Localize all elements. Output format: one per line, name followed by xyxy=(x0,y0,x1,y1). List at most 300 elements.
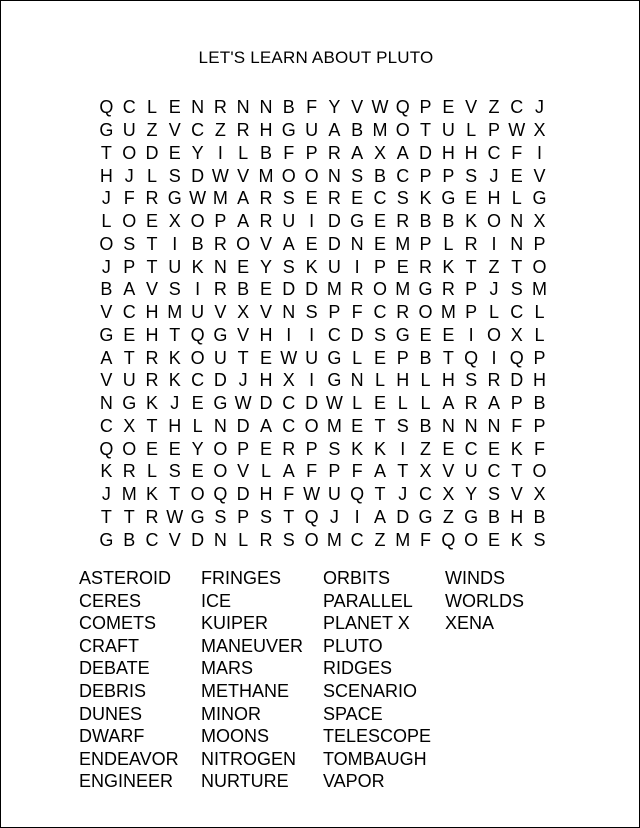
grid-letter: M xyxy=(326,279,342,300)
grid-letter: V xyxy=(237,324,250,345)
grid-letter: U xyxy=(191,302,205,323)
grid-letter: G xyxy=(190,506,205,527)
grid-letter: M xyxy=(326,415,342,436)
grid-letter: E xyxy=(373,233,386,254)
grid-letter: V xyxy=(214,302,227,323)
grid-letter: R xyxy=(327,142,341,163)
grid-letter: Q xyxy=(190,324,205,345)
grid-letter: K xyxy=(305,256,318,277)
grid-letter: S xyxy=(396,188,409,209)
grid-letter: N xyxy=(510,211,524,232)
grid-letter: V xyxy=(259,233,272,254)
grid-letter: F xyxy=(420,529,432,550)
grid-letter: N xyxy=(259,97,273,118)
grid-letter: A xyxy=(237,211,250,232)
grid-letter: D xyxy=(396,506,410,527)
grid-letter: H xyxy=(145,302,159,323)
grid-row xyxy=(95,324,551,347)
grid-letter: M xyxy=(167,302,183,323)
grid-letter: A xyxy=(396,142,409,163)
word-column xyxy=(79,567,201,793)
grid-letter: V xyxy=(145,279,158,300)
grid-letter: K xyxy=(465,211,478,232)
word-list-item: MARS xyxy=(201,658,254,679)
grid-letter: T xyxy=(146,233,158,254)
grid-letter: G xyxy=(532,188,547,209)
grid-letter: X xyxy=(533,484,546,505)
grid-letter: P xyxy=(328,302,341,323)
grid-letter: E xyxy=(168,438,181,459)
grid-letter: A xyxy=(442,393,455,414)
grid-letter: G xyxy=(213,324,228,345)
word-list-item: SCENARIO xyxy=(323,680,418,701)
grid-letter: I xyxy=(217,142,223,163)
grid-letter: C xyxy=(191,120,205,141)
grid-letter: R xyxy=(441,279,455,300)
word-list-item: PLUTO xyxy=(323,635,383,656)
grid-letter: W xyxy=(166,506,184,527)
grid-letter: C xyxy=(510,97,524,118)
grid-letter: J xyxy=(489,279,499,300)
word-list-item: CERES xyxy=(79,590,142,611)
grid-letter: G xyxy=(327,347,342,368)
grid-row xyxy=(95,187,551,210)
grid-letter: B xyxy=(533,393,546,414)
grid-letter: O xyxy=(281,165,296,186)
grid-letter: M xyxy=(440,302,456,323)
word-list-item: DEBATE xyxy=(79,658,150,679)
grid-letter: S xyxy=(168,165,181,186)
grid-letter: A xyxy=(259,415,272,436)
grid-letter: D xyxy=(282,279,296,300)
grid-letter: M xyxy=(532,279,548,300)
grid-letter: Q xyxy=(99,97,114,118)
grid-letter: G xyxy=(418,279,433,300)
grid-letter: D xyxy=(327,233,341,254)
grid-letter: O xyxy=(122,142,137,163)
grid-letter: P xyxy=(533,233,546,254)
grid-letter: G xyxy=(395,324,410,345)
grid-letter: E xyxy=(442,97,455,118)
word-list-item: DUNES xyxy=(79,703,143,724)
grid-letter: P xyxy=(465,279,478,300)
grid-letter: P xyxy=(123,256,136,277)
word-list-item: MINOR xyxy=(201,703,261,724)
grid-letter: A xyxy=(100,347,113,368)
grid-letter: I xyxy=(309,370,315,391)
grid-letter: U xyxy=(464,461,478,482)
grid-letter: S xyxy=(465,370,478,391)
grid-letter: B xyxy=(259,142,272,163)
grid-letter: M xyxy=(372,120,388,141)
grid-letter: I xyxy=(468,324,474,345)
grid-letter: U xyxy=(441,120,455,141)
grid-letter: D xyxy=(145,142,159,163)
grid-letter: D xyxy=(327,211,341,232)
grid-letter: E xyxy=(510,165,523,186)
grid-letter: Y xyxy=(191,142,204,163)
grid-letter: U xyxy=(122,120,136,141)
grid-letter: P xyxy=(533,415,546,436)
grid-letter: O xyxy=(304,529,319,550)
grid-letter: U xyxy=(327,256,341,277)
grid-letter: N xyxy=(350,370,364,391)
grid-letter: A xyxy=(373,461,386,482)
grid-letter: R xyxy=(145,347,159,368)
grid-letter: K xyxy=(419,188,432,209)
grid-row xyxy=(95,301,551,324)
grid-row xyxy=(95,369,551,392)
grid-letter: E xyxy=(168,142,181,163)
grid-letter: E xyxy=(373,347,386,368)
grid-letter: E xyxy=(145,438,158,459)
grid-letter: Q xyxy=(350,484,365,505)
word-list-item: CRAFT xyxy=(79,635,139,656)
grid-letter: P xyxy=(373,256,386,277)
grid-letter: F xyxy=(306,97,318,118)
grid-letter: S xyxy=(351,165,364,186)
grid-row xyxy=(95,437,551,460)
grid-row xyxy=(95,346,551,369)
grid-letter: A xyxy=(487,393,500,414)
grid-letter: N xyxy=(99,393,113,414)
grid-letter: W xyxy=(508,120,526,141)
grid-letter: V xyxy=(100,302,113,323)
grid-letter: E xyxy=(373,211,386,232)
word-list-item: METHANE xyxy=(201,680,290,701)
grid-letter: N xyxy=(327,165,341,186)
grid-letter: L xyxy=(146,165,157,186)
grid-letter: T xyxy=(100,142,112,163)
grid-letter: E xyxy=(191,393,204,414)
grid-letter: A xyxy=(373,506,386,527)
grid-letter: P xyxy=(237,506,250,527)
grid-row xyxy=(95,506,551,529)
word-list-item: MANEUVER xyxy=(201,635,304,656)
grid-letter: L xyxy=(397,393,408,414)
grid-letter: E xyxy=(396,256,409,277)
grid-letter: Q xyxy=(509,347,524,368)
grid-letter: O xyxy=(395,120,410,141)
word-list-item: SPACE xyxy=(323,703,383,724)
grid-letter: E xyxy=(487,438,500,459)
grid-letter: X xyxy=(419,461,432,482)
grid-letter: H xyxy=(464,142,478,163)
grid-letter: W xyxy=(234,393,252,414)
grid-letter: O xyxy=(304,165,319,186)
grid-letter: E xyxy=(259,438,272,459)
grid-letter: N xyxy=(213,256,227,277)
grid-letter: V xyxy=(237,461,250,482)
grid-letter: O xyxy=(190,211,205,232)
grid-letter: F xyxy=(123,188,135,209)
word-list-item: PARALLEL xyxy=(323,590,413,611)
grid-letter: U xyxy=(305,347,319,368)
grid-letter: R xyxy=(259,529,273,550)
grid-row xyxy=(95,255,551,278)
grid-letter: P xyxy=(237,438,250,459)
grid-letter: J xyxy=(238,370,248,391)
grid-letter: J xyxy=(535,97,545,118)
grid-letter: Y xyxy=(328,97,341,118)
grid-letter: C xyxy=(145,529,159,550)
grid-letter: J xyxy=(101,188,111,209)
grid-row xyxy=(95,119,551,142)
grid-letter: T xyxy=(465,256,477,277)
grid-letter: G xyxy=(327,370,342,391)
grid-letter: O xyxy=(464,529,479,550)
grid-letter: D xyxy=(259,393,273,414)
word-list-item: COMETS xyxy=(79,613,157,634)
grid-letter: T xyxy=(511,256,523,277)
grid-letter: X xyxy=(168,211,181,232)
grid-letter: Z xyxy=(488,256,500,277)
grid-letter: N xyxy=(487,415,501,436)
grid-letter: B xyxy=(123,529,136,550)
grid-letter: I xyxy=(491,233,497,254)
grid-row xyxy=(95,415,551,438)
grid-row xyxy=(95,460,551,483)
grid-letter: D xyxy=(305,279,319,300)
grid-letter: Z xyxy=(488,97,500,118)
grid-letter: T xyxy=(442,347,454,368)
word-column xyxy=(323,567,445,793)
grid-letter: G xyxy=(122,393,137,414)
grid-letter: L xyxy=(146,461,157,482)
grid-letter: O xyxy=(122,438,137,459)
word-column xyxy=(201,567,323,793)
grid-letter: W xyxy=(211,165,229,186)
grid-letter: X xyxy=(510,324,523,345)
grid-letter: B xyxy=(237,279,250,300)
grid-letter: I xyxy=(537,142,543,163)
grid-letter: M xyxy=(395,529,411,550)
grid-letter: C xyxy=(487,461,501,482)
grid-letter: J xyxy=(489,165,499,186)
grid-letter: S xyxy=(328,438,341,459)
grid-letter: L xyxy=(101,211,112,232)
grid-letter: B xyxy=(442,211,455,232)
grid-letter: A xyxy=(282,461,295,482)
grid-letter: F xyxy=(534,438,546,459)
grid-letter: S xyxy=(487,484,500,505)
grid-letter: E xyxy=(373,393,386,414)
grid-letter: E xyxy=(259,347,272,368)
grid-letter: K xyxy=(168,370,181,391)
grid-letter: T xyxy=(397,461,409,482)
grid-letter: N xyxy=(236,97,250,118)
grid-letter: P xyxy=(419,165,432,186)
grid-letter: Y xyxy=(191,438,204,459)
grid-letter: S xyxy=(305,302,318,323)
grid-letter: C xyxy=(282,393,296,414)
grid-letter: C xyxy=(487,142,501,163)
grid-letter: D xyxy=(419,142,433,163)
grid-letter: H xyxy=(510,506,524,527)
grid-letter: T xyxy=(374,484,386,505)
grid-letter: B xyxy=(533,506,546,527)
grid-letter: O xyxy=(486,324,501,345)
grid-letter: C xyxy=(122,302,136,323)
grid-letter: O xyxy=(372,279,387,300)
grid-letter: T xyxy=(146,415,158,436)
grid-letter: L xyxy=(352,393,363,414)
grid-letter: E xyxy=(305,188,318,209)
grid-letter: J xyxy=(170,393,180,414)
grid-letter: S xyxy=(123,233,136,254)
grid-letter: S xyxy=(465,165,478,186)
grid-letter: C xyxy=(282,415,296,436)
grid-letter: L xyxy=(420,393,431,414)
grid-letter: N xyxy=(441,415,455,436)
grid-letter: K xyxy=(510,529,523,550)
grid-letter: O xyxy=(418,302,433,323)
grid-letter: O xyxy=(190,484,205,505)
grid-letter: P xyxy=(305,142,318,163)
grid-letter: Z xyxy=(214,120,226,141)
word-list-item: KUIPER xyxy=(201,613,269,634)
grid-letter: G xyxy=(350,211,365,232)
word-list-item: ICE xyxy=(201,590,232,611)
grid-letter: H xyxy=(441,142,455,163)
grid-letter: C xyxy=(373,188,387,209)
grid-letter: L xyxy=(420,370,431,391)
grid-letter: H xyxy=(487,188,501,209)
grid-letter: K xyxy=(510,438,523,459)
grid-letter: C xyxy=(99,415,113,436)
grid-letter: B xyxy=(351,120,364,141)
grid-letter: W xyxy=(280,347,298,368)
grid-letter: I xyxy=(172,233,178,254)
grid-letter: T xyxy=(420,120,432,141)
grid-letter: F xyxy=(306,461,318,482)
grid-letter: Q xyxy=(395,97,410,118)
grid-letter: B xyxy=(100,279,113,300)
grid-letter: C xyxy=(464,438,478,459)
grid-letter: S xyxy=(282,188,295,209)
grid-letter: U xyxy=(282,211,296,232)
grid-letter: V xyxy=(237,165,250,186)
word-list-item: FRINGES xyxy=(201,568,282,588)
grid-letter: M xyxy=(212,188,228,209)
grid-letter: X xyxy=(237,302,250,323)
grid-letter: R xyxy=(259,188,273,209)
grid-letter: P xyxy=(533,347,546,368)
grid-letter: G xyxy=(99,120,114,141)
grid-letter: E xyxy=(487,529,500,550)
grid-letter: S xyxy=(168,279,181,300)
grid-letter: Q xyxy=(464,347,479,368)
grid-letter: H xyxy=(533,370,547,391)
grid-letter: D xyxy=(191,165,205,186)
grid-row xyxy=(95,528,551,551)
grid-letter: T xyxy=(123,347,135,368)
grid-letter: R xyxy=(145,188,159,209)
grid-letter: S xyxy=(259,506,272,527)
grid-letter: L xyxy=(192,415,203,436)
grid-letter: A xyxy=(123,279,136,300)
grid-row xyxy=(95,210,551,233)
grid-letter: K xyxy=(373,438,386,459)
grid-letter: V xyxy=(259,302,272,323)
grid-letter: B xyxy=(487,506,500,527)
grid-letter: F xyxy=(511,142,523,163)
word-list-item: TOMBAUGH xyxy=(323,748,427,769)
grid-letter: B xyxy=(419,415,432,436)
grid-letter: N xyxy=(350,233,364,254)
grid-letter: N xyxy=(213,415,227,436)
grid-letter: L xyxy=(443,233,454,254)
grid-letter: N xyxy=(510,233,524,254)
grid-letter: Z xyxy=(420,438,432,459)
grid-letter: S xyxy=(373,324,386,345)
grid-letter: J xyxy=(101,484,111,505)
grid-letter: P xyxy=(442,165,455,186)
grid-letter: U xyxy=(305,120,319,141)
grid-letter: W xyxy=(303,484,321,505)
grid-letter: S xyxy=(533,529,546,550)
grid-letter: P xyxy=(305,438,318,459)
grid-letter: D xyxy=(191,529,205,550)
word-list-item: VAPOR xyxy=(323,771,385,792)
grid-letter: B xyxy=(373,165,386,186)
grid-letter: S xyxy=(214,506,227,527)
grid-letter: T xyxy=(123,506,135,527)
word-list-item: ENDEAVOR xyxy=(79,748,179,769)
grid-letter: H xyxy=(99,165,113,186)
grid-letter: O xyxy=(236,233,251,254)
grid-letter: V xyxy=(533,165,546,186)
grid-letter: O xyxy=(532,256,547,277)
grid-letter: E xyxy=(351,415,364,436)
word-list-item: DEBRIS xyxy=(79,680,147,701)
grid-letter: R xyxy=(282,438,296,459)
grid-letter: F xyxy=(351,302,363,323)
grid-letter: E xyxy=(237,256,250,277)
grid-letter: R xyxy=(419,256,433,277)
grid-letter: C xyxy=(350,529,364,550)
grid-letter: O xyxy=(304,415,319,436)
word-list-item: WINDS xyxy=(445,568,505,588)
grid-letter: R xyxy=(464,393,478,414)
grid-letter: H xyxy=(396,370,410,391)
grid-letter: I xyxy=(286,324,292,345)
grid-letter: L xyxy=(488,302,499,323)
grid-row xyxy=(95,483,551,506)
grid-letter: D xyxy=(350,324,364,345)
grid-letter: R xyxy=(145,370,159,391)
grid-letter: E xyxy=(191,461,204,482)
grid-letter: R xyxy=(236,120,250,141)
grid-letter: E xyxy=(351,188,364,209)
page-title: LET'S LEARN ABOUT PLUTO xyxy=(198,48,434,67)
grid-letter: V xyxy=(465,97,478,118)
grid-letter: S xyxy=(396,415,409,436)
grid-letter: D xyxy=(236,415,250,436)
grid-letter: Y xyxy=(259,256,272,277)
grid-letter: O xyxy=(190,347,205,368)
grid-letter: D xyxy=(510,370,524,391)
grid-letter: O xyxy=(486,211,501,232)
grid-row xyxy=(95,96,551,119)
grid-letter: K xyxy=(191,256,204,277)
grid-letter: A xyxy=(282,233,295,254)
grid-letter: E xyxy=(305,233,318,254)
word-list-item: MOONS xyxy=(201,726,270,747)
grid-letter: L xyxy=(238,529,249,550)
grid-letter: R xyxy=(464,233,478,254)
grid-letter: C xyxy=(122,97,136,118)
